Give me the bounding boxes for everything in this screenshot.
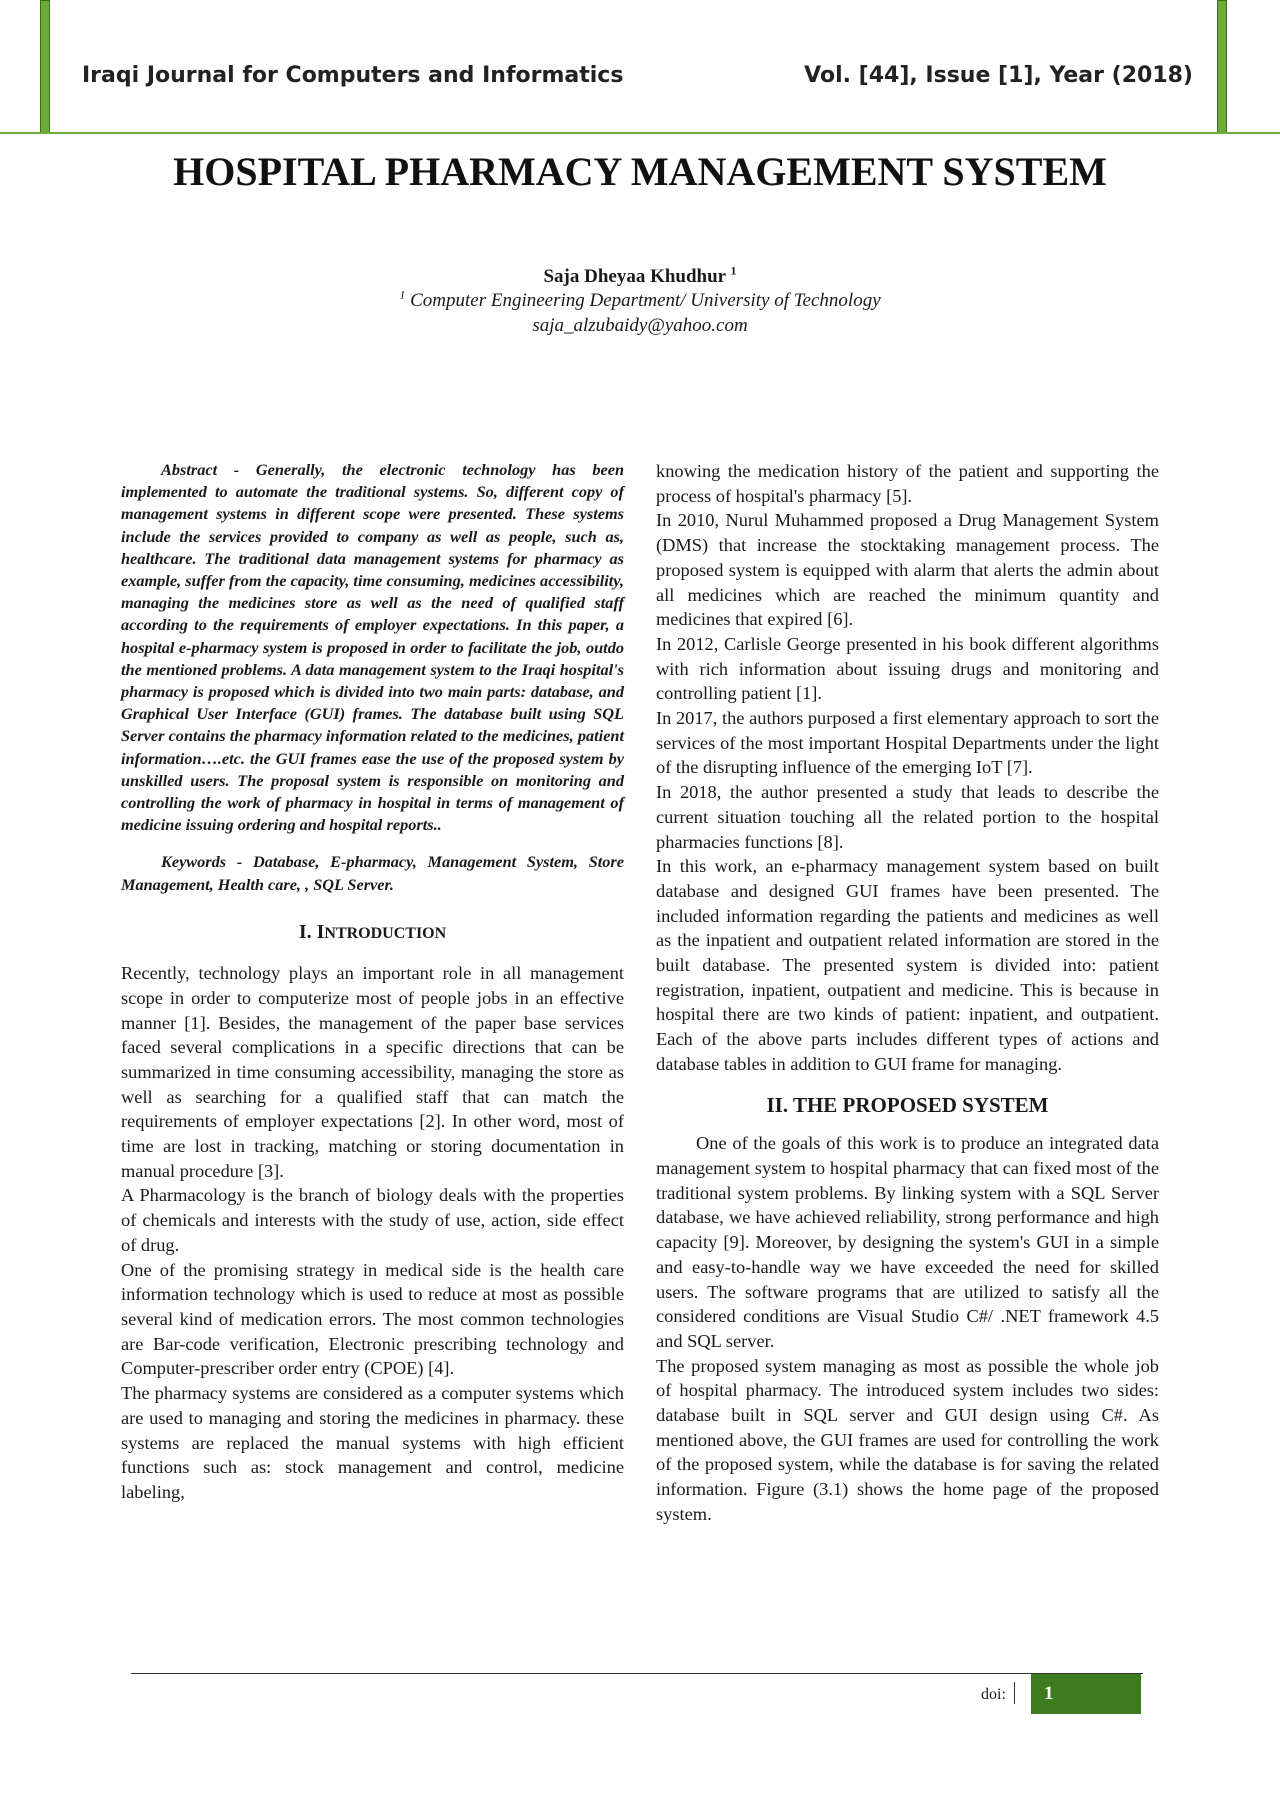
intro-heading: [121, 920, 624, 947]
right-column: [656, 459, 1159, 1527]
body-paragraph: In 2017, the authors purposed a first elementary approach to sort the services of the most important Hospital Departments under the light of the disrupting influence of the emerging IoT [7].: [656, 708, 1159, 778]
section2-heading: II. THE PROPOSED SYSTEM: [766, 1092, 1049, 1117]
affiliation-text: Computer Engineering Department/ University of Technology: [410, 290, 881, 311]
author-name: [0, 263, 1280, 288]
author-email: saja_alzubaidy@yahoo.com: [532, 315, 748, 336]
right-green-bar: [1217, 0, 1227, 133]
body-paragraph: In this work, an e-pharmacy management system based on built database and designed GUI frames have been presented. The included information regarding the patients and medicines as well as the inpatient and outpatient related information are stored in the built database. The presented system is divided into: patient registration, inpatient, outpatient and medicine. This is because in hospital there are two kinds of patient: inpatient, and outpatient. Each of the above parts includes different types of actions and database tables in addition to GUI frame for managing.: [656, 856, 1159, 1074]
paper-title: HOSPITAL PHARMACY MANAGEMENT SYSTEM: [173, 149, 1107, 194]
intro-heading-lead: I. I: [298, 921, 325, 944]
doi-separator: [1014, 1682, 1015, 1704]
intro-heading-rest: NTRODUCTION: [324, 925, 447, 943]
intro-paragraph: A Pharmacology is the branch of biology deals with the properties of chemicals and interests with the study of use, action, side effect of drug.: [121, 1185, 624, 1255]
intro-paragraph: The pharmacy systems are considered as a computer systems which are used to managing and storing the medicines in pharmacy. these systems are replaced the manual systems with high efficient functions such as: stock management and control, medicine labeling,: [121, 1383, 624, 1502]
keywords: Keywords - Database, E-pharmacy, Management System, Store Management, Health care, , SQL Server.: [121, 852, 624, 895]
page-number: 1: [1031, 1674, 1141, 1714]
left-column: [121, 459, 624, 1505]
left-green-bar: [40, 0, 50, 133]
body-paragraph: In 2018, the author presented a study that leads to describe the current situation touching all the related portion to the hospital pharmacies functions [8].: [656, 782, 1159, 852]
section2-paragraph: The proposed system managing as most as possible the whole job of hospital pharmacy. The introduced system includes two sides: database built in SQL server and GUI design using C#. As mentioned above, the GUI frames are used for controlling the work of the proposed system, while the database is for saving the related information. Figure (3.1) shows the home page of the proposed system.: [656, 1355, 1159, 1524]
intro-paragraph: One of the promising strategy in medical side is the health care information technology which is used to reduce at most as possible several kind of medication errors. The most common technologies are Bar-code verification, Electronic prescribing technology and Computer-prescriber order entry (CPOE) [4].: [121, 1259, 624, 1379]
journal-title: Iraqi Journal for Computers and Informatics: [82, 63, 624, 88]
body-paragraph: knowing the medication history of the patient and supporting the process of hospital's pharmacy [5].: [656, 461, 1159, 506]
body-paragraph: In 2010, Nurul Muhammed proposed a Drug Management System (DMS) that increase the stocktaking management process. The proposed system is equipped with alarm that alerts the admin about all medicines which are reached the minimum quantity and medicines that expired [6].: [656, 510, 1159, 630]
header-rule: [0, 132, 1280, 134]
affiliation-superscript: 1: [399, 287, 406, 302]
doi-label: doi:: [981, 1686, 1006, 1703]
author-superscript: 1: [730, 263, 737, 278]
abstract: Abstract - Generally, the electronic technology has been implemented to automate the traditional systems. So, different copy of management systems in different scope were presented. These systems include the services provided to company as well as people, such as, healthcare. The traditional data management systems for pharmacy as example, suffer from the capacity, time consuming, medicines accessibility, managing the medicines store as well as the need of qualified staff according to the requirements of employer expectations. In this paper, a hospital e-pharmacy system is proposed in order to facilitate the job, outdo the mentioned problems. A data management system to the Iraqi hospital's pharmacy is proposed which is divided into two main parts: database, and Graphical User Interface (GUI) frames. The database built using SQL Server contains the pharmacy information related to the medicines, patient information….etc. the GUI frames ease the use of the proposed system by unskilled users. The proposal system is responsible on monitoring and controlling the work of pharmacy in hospital in terms of management of medicine issuing ordering and hospital reports..: [121, 460, 624, 835]
volume-info: Vol. [44], Issue [1], Year (2018): [804, 63, 1193, 88]
section2-paragraph: One of the goals of this work is to produce an integrated data management system to hospital pharmacy that can fixed most of the traditional system problems. By linking system with a SQL Server database, we have achieved reliability, strong performance and high capacity [9]. Moreover, by designing the system's GUI in a simple and easy-to-handle way we have exceeded the need for skilled users. The software programs that are utilized to satisfy all the considered conditions are Visual Studio C#/ .NET framework 4.5 and SQL server.: [656, 1133, 1159, 1351]
footer-rule: [131, 1673, 1143, 1674]
intro-paragraph: Recently, technology plays an important role in all management scope in order to computerize most of people jobs in an effective manner [1]. Besides, the management of the paper base services faced several complications in a specific directions that can be summarized in time consuming accessibility, managing the store as well as searching for a qualified staff that can match the requirements of employer expectations [2]. In other word, most of time are lost in tracking, matching or storing documentation in manual procedure [3].: [121, 963, 624, 1181]
author-name-text: Saja Dheyaa Khudhur: [543, 266, 726, 287]
affiliation: [0, 287, 1280, 312]
body-paragraph: In 2012, Carlisle George presented in his book different algorithms with rich information about issuing drugs and monitoring and controlling patient [1].: [656, 633, 1159, 704]
